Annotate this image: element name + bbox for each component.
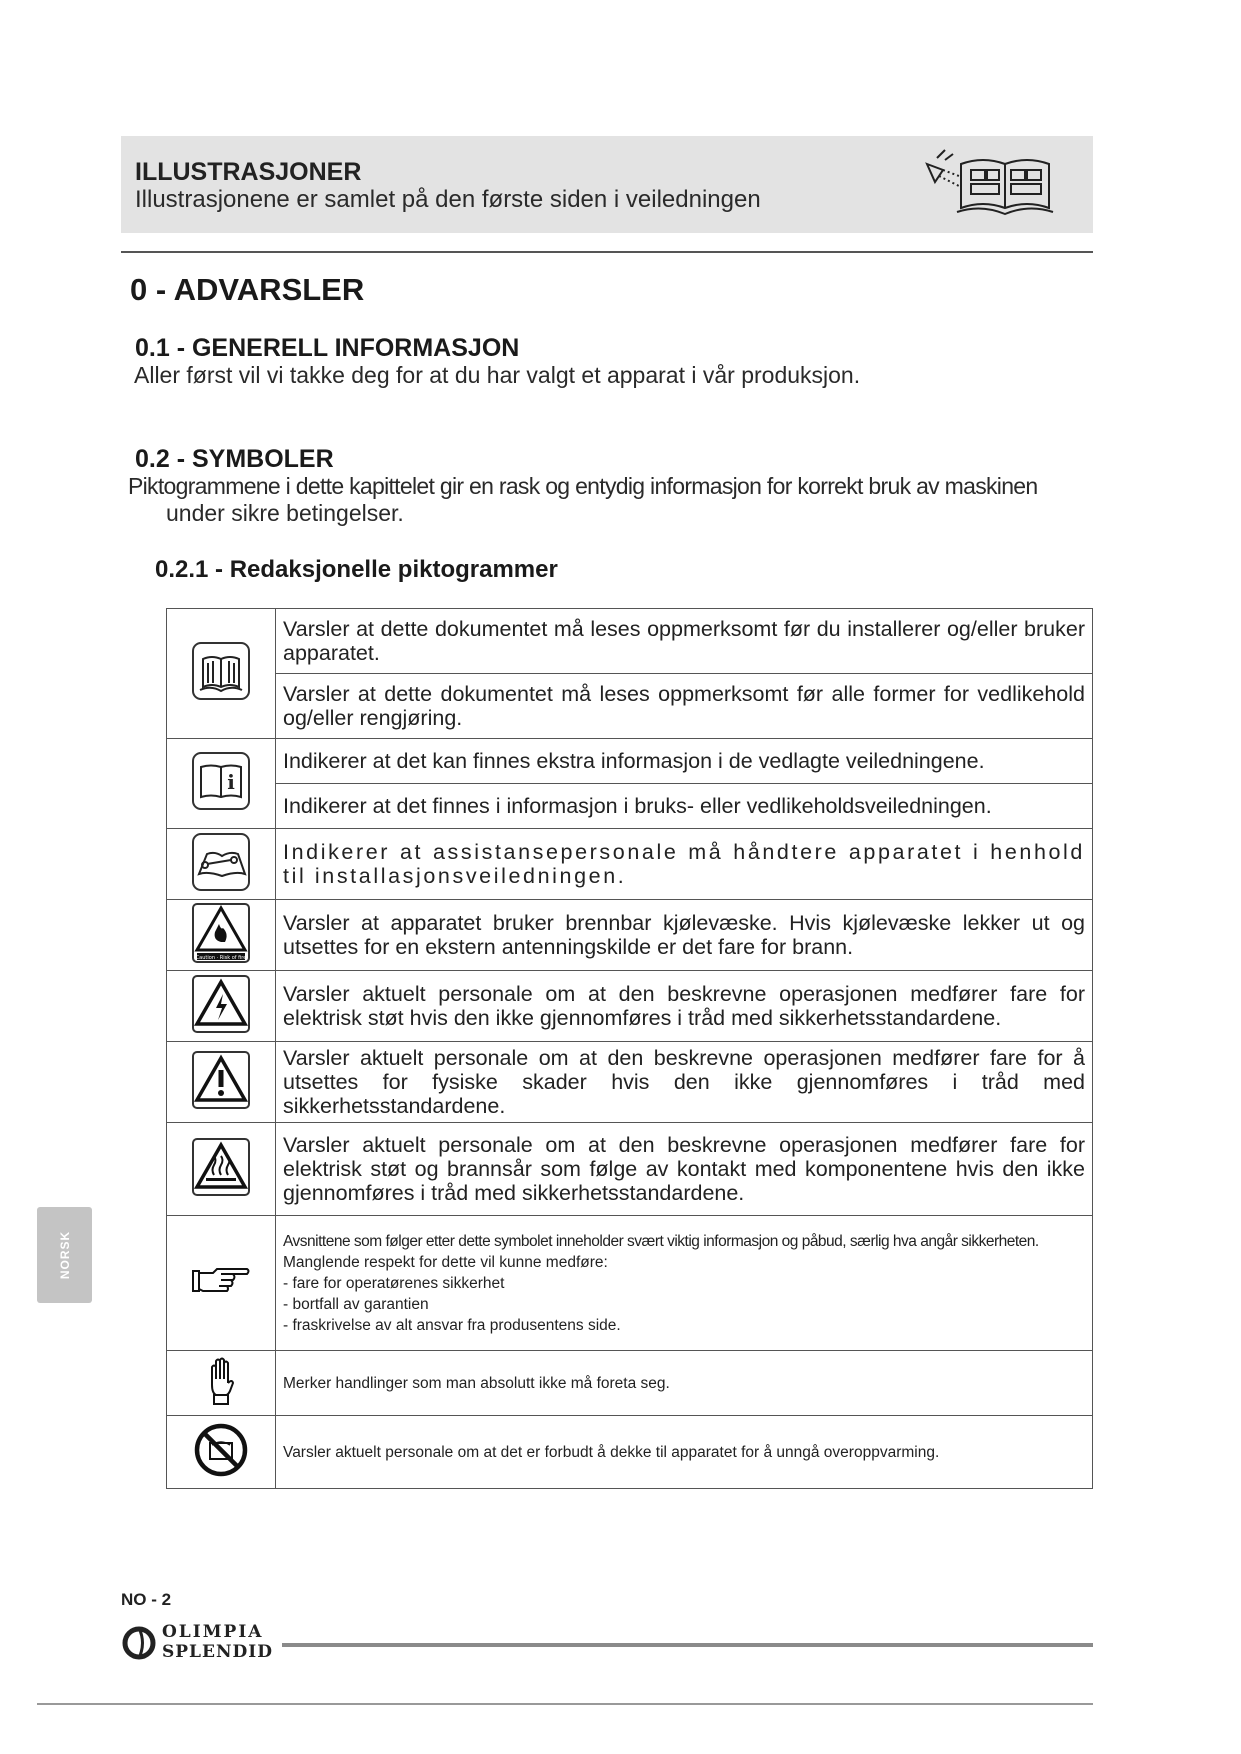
pictogram-table bbox=[166, 608, 1093, 1489]
flammable-caption: Caution · Risk of fire bbox=[195, 954, 247, 961]
pictogram-line: Varsler aktuelt personale om at det er forbudt å dekke til apparatet for å unngå overoppvarming. bbox=[283, 1443, 940, 1461]
illustrations-subtitle: Illustrasjonene er samlet på den første siden i veiledningen bbox=[135, 186, 761, 213]
table-row bbox=[167, 1416, 1093, 1489]
brand-name-line2: SPLENDID bbox=[162, 1642, 273, 1662]
pictogram-text bbox=[276, 1416, 1093, 1489]
illustrations-box bbox=[121, 136, 1093, 233]
brand-name-line1: OLIMPIA bbox=[162, 1622, 264, 1642]
pictogram-line: Avsnittene som følger etter dette symbolet inneholder svært viktig informasjon og påbud, særlig hva angår sikkerheten. bbox=[283, 1232, 1039, 1250]
book-info-icon bbox=[191, 751, 251, 811]
table-row bbox=[167, 900, 1093, 971]
pictogram-text bbox=[276, 1216, 1093, 1351]
section-heading-generell: 0.1 - GENERELL INFORMASJON bbox=[135, 334, 520, 362]
svg-text:i: i bbox=[227, 770, 235, 794]
header-divider bbox=[121, 251, 1093, 253]
pictogram-text: Indikerer at det kan finnes ekstra informasjon i de vedlagte veiledningene. bbox=[276, 739, 1093, 784]
icon-cell bbox=[167, 1351, 276, 1416]
pictogram-text: Varsler aktuelt personale om at den beskrevne operasjonen medfører fare for elektrisk støt og brannsår som følge av kontakt med komponentene hvis den ikke gjennomføres i tråd med sikkerhetsstandardene. bbox=[276, 1123, 1093, 1216]
book-wrench-icon bbox=[191, 832, 251, 892]
table-row bbox=[167, 829, 1093, 900]
page-bottom-rule bbox=[37, 1703, 1093, 1705]
pointing-hand-icon bbox=[189, 1261, 253, 1301]
pictogram-text: Varsler aktuelt personale om at den beskrevne operasjonen medfører fare for å utsettes for fysiske skader hvis den ikke gjennomføres i tråd med sikkerhetsstandardene. bbox=[276, 1042, 1093, 1123]
language-side-tab-label: NORSK bbox=[57, 1230, 72, 1280]
general-warning-icon bbox=[191, 1050, 251, 1110]
brand-logo-mark bbox=[120, 1624, 158, 1662]
footer-divider bbox=[282, 1643, 1093, 1647]
flammable-warning-icon bbox=[191, 902, 251, 964]
pictogram-text: Indikerer at det finnes i informasjon i bruks- eller vedlikeholdsveiledningen. bbox=[276, 784, 1093, 829]
table-row bbox=[167, 674, 1093, 739]
table-row bbox=[167, 1042, 1093, 1123]
pictogram-text: Varsler aktuelt personale om at den beskrevne operasjonen medfører fare for elektrisk støt hvis den ikke gjennomføres i tråd med sikkerhetsstandardene. bbox=[276, 971, 1093, 1042]
pictogram-text: Varsler at apparatet bruker brennbar kjølevæske. Hvis kjølevæske lekker ut og utsettes for en ekstern antenningskilde er det fare for brann. bbox=[276, 900, 1093, 971]
icon-cell bbox=[167, 1416, 276, 1489]
icon-cell bbox=[167, 900, 276, 971]
icon-cell bbox=[167, 829, 276, 900]
pictogram-line: - bortfall av garantien bbox=[283, 1295, 429, 1313]
pictogram-text: Varsler at dette dokumentet må leses oppmerksomt før alle former for vedlikehold og/eller rengjøring. bbox=[276, 674, 1093, 739]
table-row bbox=[167, 739, 1093, 784]
pictogram-text: Varsler at dette dokumentet må leses oppmerksomt før du installerer og/eller bruker apparatet. bbox=[276, 609, 1093, 674]
pictogram-text: Indikerer at assistansepersonale må håndtere apparatet i henhold til installasjonsveiledningen. bbox=[276, 829, 1093, 900]
manual-book-icon bbox=[921, 146, 1081, 222]
icon-cell bbox=[167, 609, 276, 739]
icon-cell bbox=[167, 971, 276, 1042]
table-row bbox=[167, 1123, 1093, 1216]
section-text-generell: Aller først vil vi takke deg for at du har valgt et apparat i vår produksjon. bbox=[134, 362, 861, 388]
icon-cell bbox=[167, 1123, 276, 1216]
book-read-icon bbox=[191, 641, 251, 701]
icon-cell bbox=[167, 739, 276, 829]
section-text-symboler-line1: Piktogrammene i dette kapittelet gir en rask og entydig informasjon for korrekt bruk av maskinen bbox=[128, 473, 1038, 499]
pictogram-line: - fare for operatørenes sikkerhet bbox=[283, 1274, 505, 1292]
hot-surface-warning-icon bbox=[191, 1137, 251, 1197]
pictogram-line: Manglende respekt for dette vil kunne medføre: bbox=[283, 1253, 608, 1271]
pictogram-line: Merker handlinger som man absolutt ikke må foreta seg. bbox=[283, 1374, 670, 1392]
icon-cell bbox=[167, 1216, 276, 1351]
stop-hand-icon bbox=[206, 1355, 236, 1407]
table-row bbox=[167, 609, 1093, 674]
illustrations-title: ILLUSTRASJONER bbox=[135, 158, 362, 186]
pictogram-text bbox=[276, 1351, 1093, 1416]
electric-hazard-icon bbox=[191, 974, 251, 1034]
section-heading-piktogrammer: 0.2.1 - Redaksjonelle piktogrammer bbox=[155, 556, 558, 583]
table-row bbox=[167, 1216, 1093, 1351]
section-heading-advarsler: 0 - ADVARSLER bbox=[130, 272, 365, 307]
table-row bbox=[167, 784, 1093, 829]
language-side-tab bbox=[37, 1207, 92, 1303]
pictogram-line: - fraskrivelse av alt ansvar fra produsentens side. bbox=[283, 1316, 621, 1334]
table-row bbox=[167, 1351, 1093, 1416]
section-heading-symboler: 0.2 - SYMBOLER bbox=[135, 445, 334, 473]
page-number: NO - 2 bbox=[121, 1590, 172, 1609]
do-not-cover-icon bbox=[192, 1421, 250, 1479]
brand-logo bbox=[120, 1622, 280, 1662]
section-text-symboler-line2: under sikre betingelser. bbox=[166, 500, 404, 526]
icon-cell bbox=[167, 1042, 276, 1123]
table-row bbox=[167, 971, 1093, 1042]
